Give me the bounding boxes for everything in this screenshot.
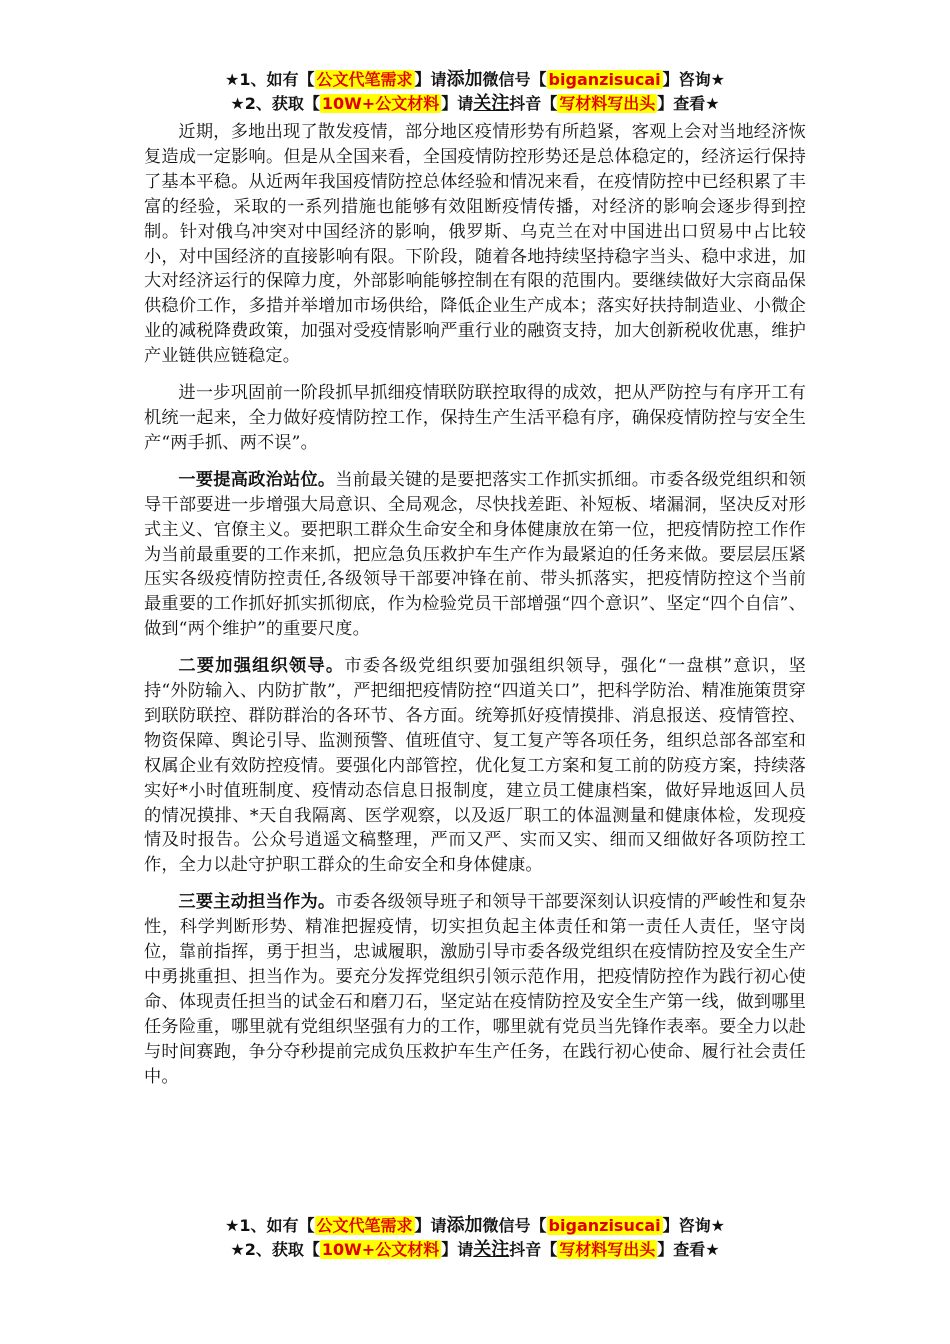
promo-text: 微信号【	[482, 1216, 547, 1235]
promo-text: 】查看★	[657, 94, 720, 113]
paragraph-lead: 二要加强组织领导。	[178, 656, 345, 677]
paragraph-text: 市委各级党组织要加强组织领导，强化“一盘棋”意识，坚持“外防输入、内防扩散”，严把细把疫情防控“四道关口”，把科学防治、精准施策贯穿到联防联控、群防群治的各环节、各方面。统筹抓好疫情摸排、消息报送、疫情管控、物资保障、舆论引导、监测预警、值班值守、复工复产等各项任务，组织总部各部室和权属企业有效防控疫情。要强化内部管控，优化复工方案和复工前的防疫方案，持续落实好*小时值班制度、疫情动态信息日报制度，建立员工健康档案，做好异地返回人员的情况摸排、*天自我隔离、医学观察，以及返厂职工的体温测量和健康体检，发现疫情及时报告。公众号逍遥文稿整理，严而又严、实而又实、细而又细做好各项防控工作，全力以赴守护职工群众的生命安全和身体健康。	[144, 656, 807, 876]
promo-highlight: 写材料写出头	[559, 1240, 656, 1259]
promo-highlight: 写材料写出头	[559, 94, 656, 113]
paragraph	[144, 654, 806, 878]
promo-text: 】请	[414, 1216, 447, 1235]
paragraph	[144, 381, 806, 456]
promo-text: 】请	[441, 1240, 474, 1259]
promo-line-1	[0, 68, 950, 92]
promo-text: 抖音【	[509, 1240, 558, 1259]
promo-text: 】咨询★	[662, 1216, 725, 1235]
promo-highlight: biganzisucai	[548, 1216, 661, 1235]
promo-text: ★1、如有【	[225, 1216, 315, 1235]
promo-text: ★2、获取【	[230, 94, 320, 113]
promo-highlight: 公文代笔需求	[316, 1216, 413, 1235]
paragraph-lead: 三要主动担当作为。	[178, 892, 336, 913]
paragraph	[144, 890, 806, 1089]
promo-text: 】请	[441, 94, 474, 113]
promo-highlight: 10W+公文材料	[321, 94, 440, 113]
paragraph-text: 市委各级领导班子和领导干部要深刻认识疫情的严峻性和复杂性，科学判断形势、精准把握疫情，切实担负起主体责任和第一责任人责任，坚守岗位，靠前指挥，勇于担当，忠诚履职，激励引导市委各级党组织在疫情防控及安全生产中勇挑重担、担当作为。要充分发挥党组织引领示范作用，把疫情防控作为践行初心使命、体现责任担当的试金石和磨刀石，坚定站在疫情防控及安全生产第一线，做到哪里任务险重，哪里就有党组织坚强有力的工作，哪里就有党员当先锋作表率。要全力以赴与时间赛跑，争分夺秒提前完成负压救护车生产任务，在践行初心使命、履行社会责任中。	[144, 892, 806, 1087]
promo-highlight: 公文代笔需求	[316, 70, 413, 89]
promo-banner-bottom	[0, 1214, 950, 1262]
promo-highlight: 10W+公文材料	[321, 1240, 440, 1259]
promo-text: 】查看★	[657, 1240, 720, 1259]
document-body	[144, 120, 806, 1102]
promo-text: ★1、如有【	[225, 70, 315, 89]
promo-text: 抖音【	[509, 94, 558, 113]
promo-line-2	[0, 1238, 950, 1262]
paragraph-text: 进一步巩固前一阶段抓早抓细疫情联防联控取得的成效，把从严防控与有序开工有机统一起来，全力做好疫情防控工作，保持生产生活平稳有序，确保疫情防控与安全生产“两手抓、两不误”。	[144, 383, 806, 453]
promo-emphasis: 关注	[473, 1239, 510, 1260]
promo-emphasis: 添加	[446, 69, 483, 90]
paragraph-text: 当前最关键的是要把落实工作抓实抓细。市委各级党组织和领导干部要进一步增强大局意识、全局观念，尽快找差距、补短板、堵漏洞，坚决反对形式主义、官僚主义。要把职工群众生命安全和身体健康放在第一位，把疫情防控工作作为当前最重要的工作来抓，把应急负压救护车生产作为最紧迫的任务来做。要层层压紧压实各级疫情防控责任,各级领导干部要冲锋在前、带头抓落实，把疫情防控这个当前最重要的工作抓好抓实抓彻底，作为检验党员干部增强“四个意识”、坚定“四个自信”、做到“两个维护”的重要尺度。	[144, 469, 806, 640]
promo-emphasis: 关注	[473, 93, 510, 114]
promo-text: ★2、获取【	[230, 1240, 320, 1259]
promo-highlight: biganzisucai	[548, 70, 661, 89]
paragraph	[144, 120, 806, 369]
promo-line-2	[0, 92, 950, 116]
promo-emphasis: 添加	[446, 1215, 483, 1236]
promo-text: 微信号【	[482, 70, 547, 89]
promo-line-1	[0, 1214, 950, 1238]
promo-banner-top	[0, 68, 950, 116]
paragraph	[144, 468, 806, 642]
promo-text: 】请	[414, 70, 447, 89]
paragraph-lead: 一要提高政治站位。	[178, 469, 336, 490]
paragraph-text: 近期，多地出现了散发疫情，部分地区疫情形势有所趋紧，客观上会对当地经济恢复造成一定影响。但是从全国来看，全国疫情防控形势还是总体稳定的，经济运行保持了基本平稳。从近两年我国疫情防控总体经验和情况来看，在疫情防控中已经积累了丰富的经验，采取的一系列措施也能够有效阻断疫情传播，对经济的影响会逐步得到控制。针对俄乌冲突对中国经济的影响，俄罗斯、乌克兰在对中国进出口贸易中占比较小，对中国经济的直接影响有限。下阶段，随着各地持续坚持稳字当头、稳中求进，加大对经济运行的保障力度，外部影响能够控制在有限的范围内。要继续做好大宗商品保供稳价工作，多措并举增加市场供给，降低企业生产成本；落实好扶持制造业、小微企业的减税降费政策，加强对受疫情影响严重行业的融资支持，加大创新税收优惠，维护产业链供应链稳定。	[144, 122, 806, 367]
promo-text: 】咨询★	[662, 70, 725, 89]
